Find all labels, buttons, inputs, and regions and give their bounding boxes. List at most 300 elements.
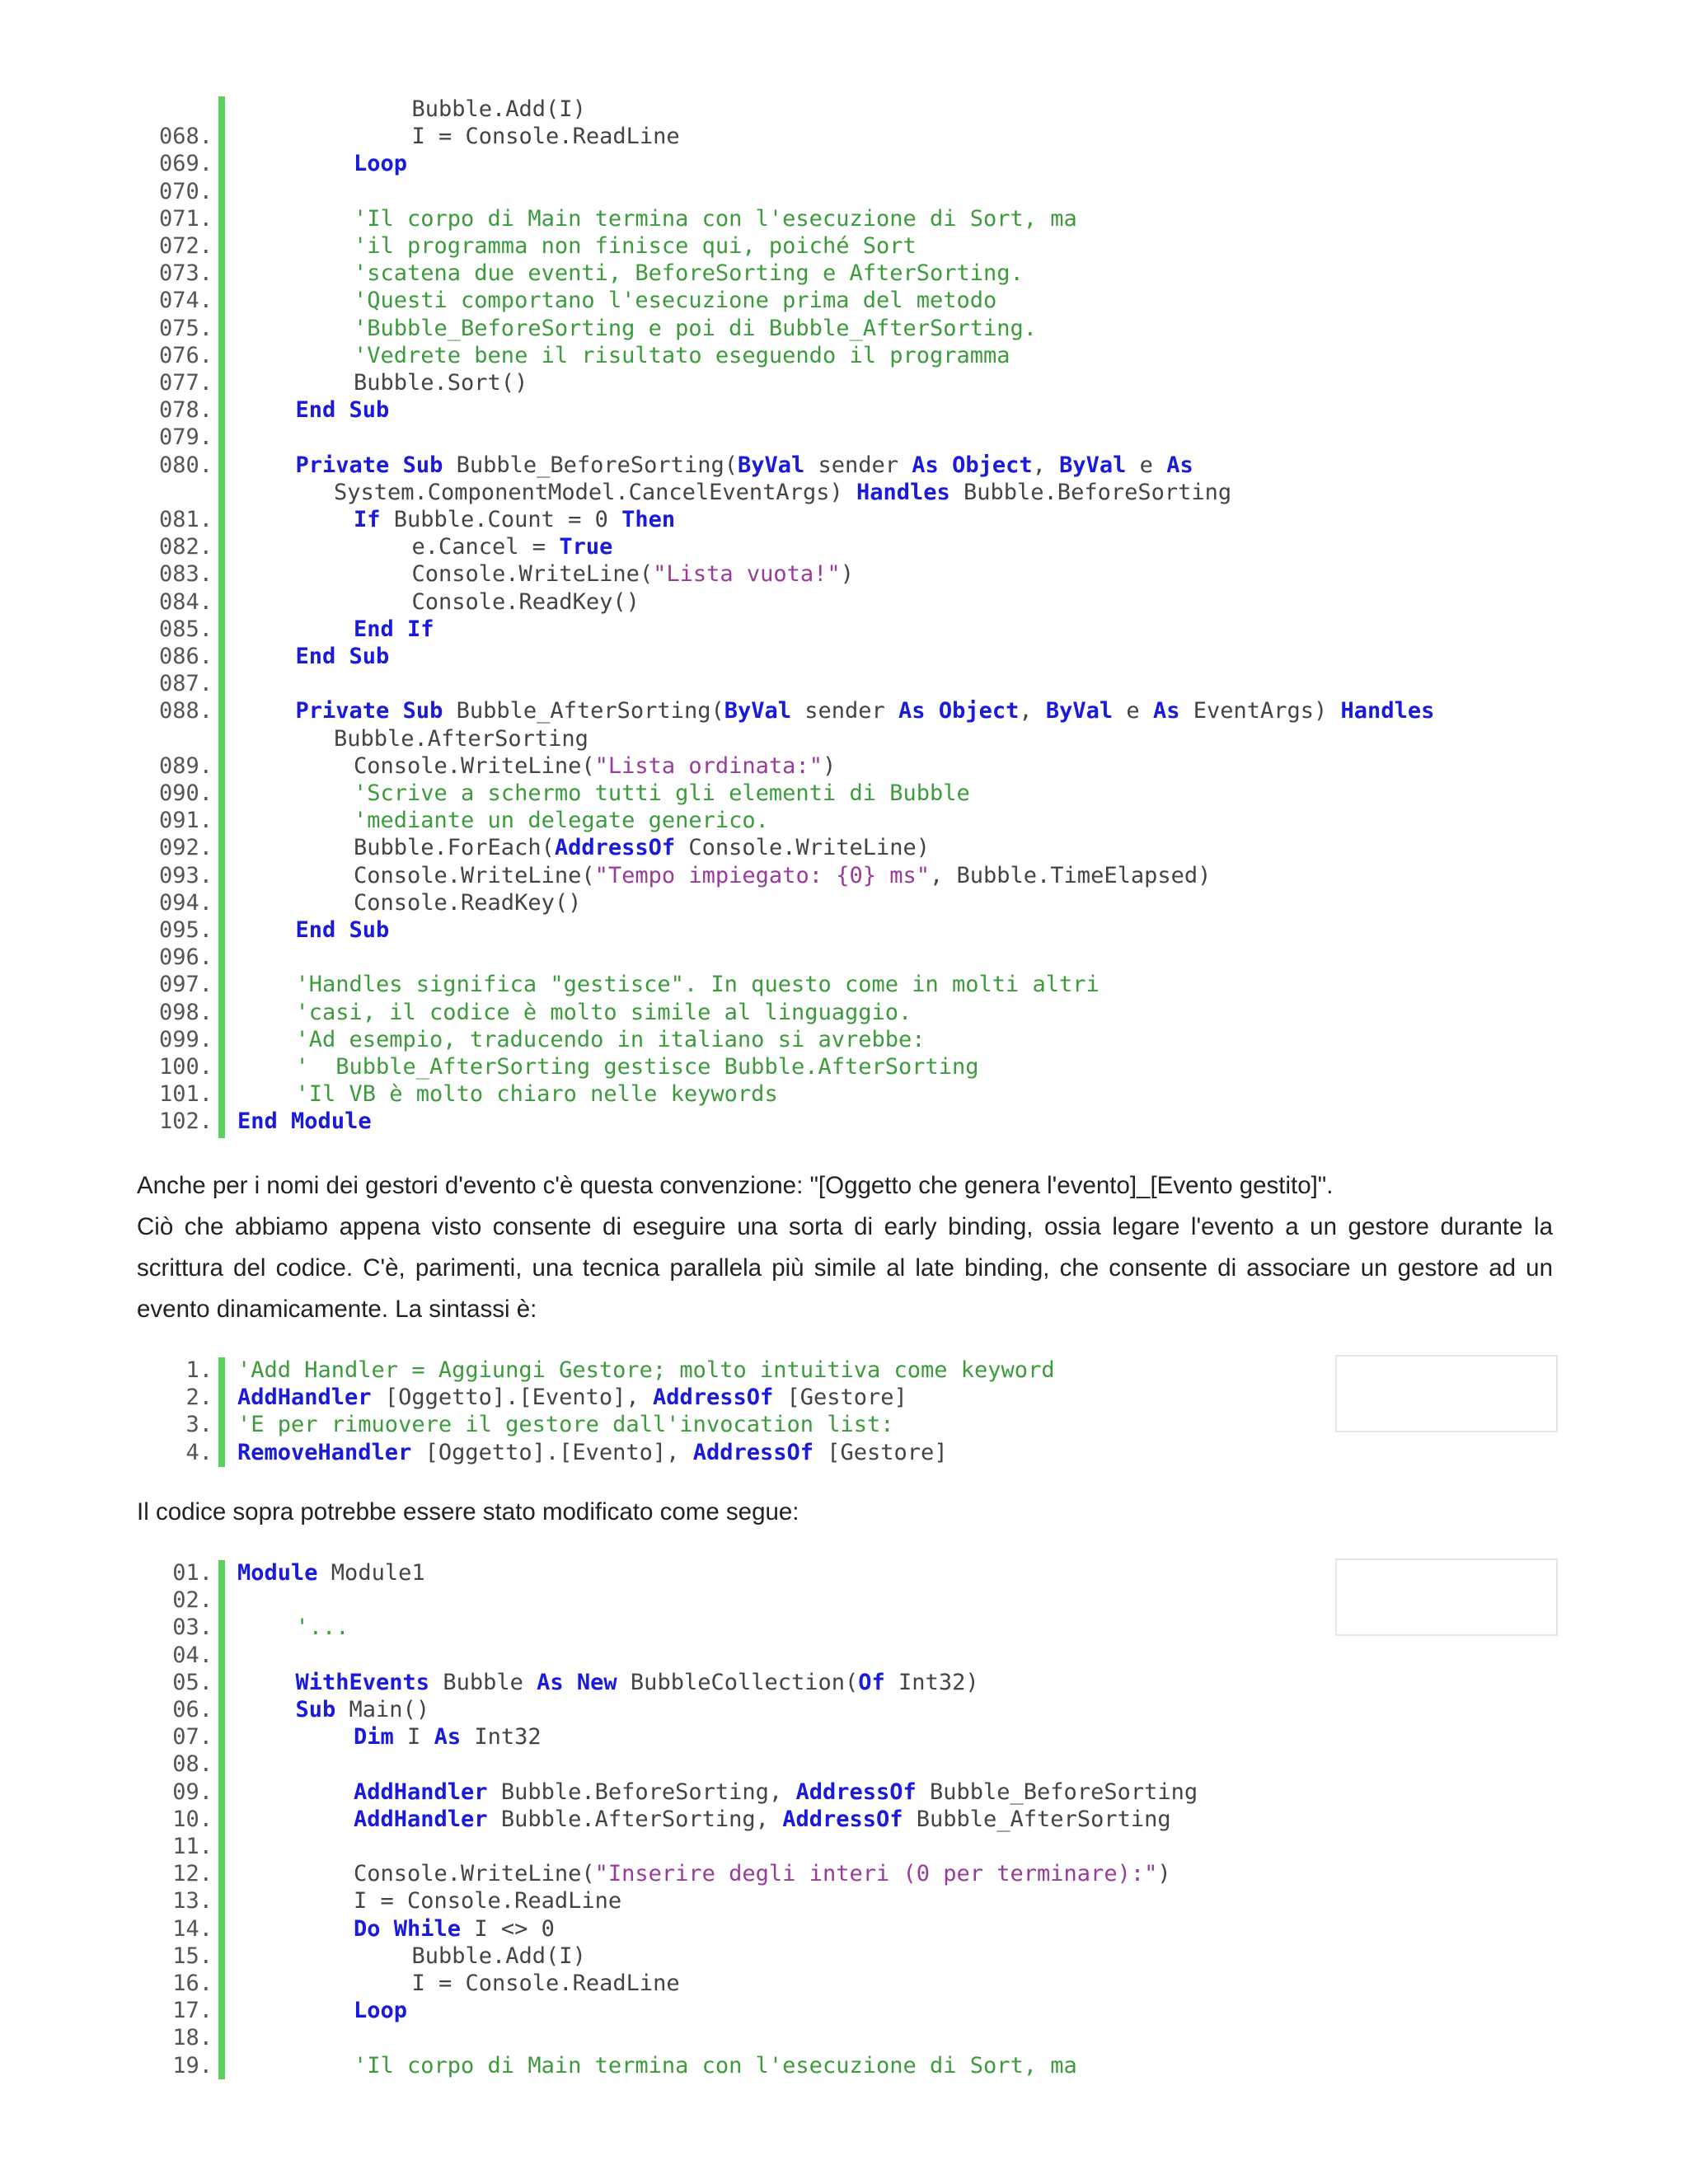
code-token: Console.ReadKey() [354, 889, 582, 916]
code-token [389, 698, 402, 724]
keyword: AddressOf [782, 1806, 903, 1832]
line-number: 069. [158, 151, 213, 177]
keyword: As [912, 452, 939, 478]
code-token: Int32 [461, 1724, 542, 1750]
code-text [296, 452, 1193, 479]
line-number: 096. [158, 944, 213, 971]
code-text [354, 752, 836, 780]
code-line [0, 1806, 1566, 1833]
keyword: Then [621, 507, 676, 532]
code-text [354, 232, 917, 260]
line-number: 088. [158, 698, 213, 724]
code-token: [Gestore] [814, 1439, 948, 1465]
keyword: If [354, 507, 381, 532]
code-token: [Oggetto].[Evento], [411, 1439, 693, 1465]
comment: '... [295, 1615, 349, 1641]
code-line [0, 889, 1566, 916]
code-line [0, 150, 1566, 177]
code-token: Bubble.AfterSorting [334, 725, 588, 752]
code-line [0, 916, 1566, 944]
keyword: Handles [1340, 698, 1435, 724]
code-token: e [1113, 698, 1153, 724]
code-line [0, 2052, 1566, 2079]
keyword: Module [237, 1560, 318, 1586]
code-token: , Bubble.TimeElapsed) [930, 862, 1212, 888]
string-literal: "Tempo impiegato: {0} ms" [594, 862, 930, 888]
line-number: 13. [172, 1888, 213, 1915]
code-text [354, 834, 930, 861]
code-text [237, 1439, 948, 1466]
string-literal: "Lista ordinata:" [594, 752, 823, 779]
code-line [0, 2024, 1566, 2051]
code-token: Int32) [884, 1669, 979, 1695]
code-text [354, 1779, 1198, 1806]
keyword: AddHandler [354, 1806, 488, 1832]
keyword: Loop [354, 151, 408, 177]
code-line [0, 533, 1566, 560]
code-line [0, 1357, 1566, 1384]
code-token: Bubble_AfterSorting( [443, 698, 724, 724]
comment: ' Bubble_AfterSorting gestisce Bubble.AfterSorting [295, 1054, 979, 1080]
code-line [0, 315, 1566, 342]
line-number: 4. [185, 1439, 213, 1465]
code-token: e [1126, 452, 1167, 478]
code-token: Bubble.BeforeSorting [950, 479, 1232, 505]
code-text [296, 916, 390, 944]
code-token [394, 616, 407, 642]
code-token: Main() [335, 1697, 430, 1722]
line-number: 01. [172, 1560, 213, 1586]
code-line [0, 1053, 1566, 1080]
comment: 'scatena due eventi, BeforeSorting e AfterSorting. [354, 260, 1024, 287]
code-line [0, 1411, 1566, 1438]
line-number: 081. [158, 507, 213, 532]
line-number: 101. [158, 1081, 213, 1108]
comment: 'Vedrete bene il risultato eseguendo il programma [354, 342, 1010, 368]
line-number: 070. [158, 178, 213, 204]
code-token [939, 452, 952, 478]
code-token: Bubble.BeforeSorting, [487, 1779, 796, 1805]
code-token: BubbleCollection( [617, 1669, 859, 1695]
line-number: 2. [185, 1385, 213, 1411]
line-number: 086. [158, 644, 213, 669]
code-line [0, 670, 1566, 697]
code-token [926, 698, 939, 724]
keyword: Sub [402, 698, 443, 724]
line-number: 076. [158, 342, 213, 368]
code-text [296, 396, 390, 424]
code-token: Console.WriteLine) [675, 835, 931, 861]
code-text [296, 1053, 979, 1080]
code-text [354, 1997, 407, 2024]
paragraph-text: Ciò che abbiamo appena visto consente di eseguire una sorta di early binding, ossia legare l'evento a un gestore durante la scrittura del codice. C'è, parimenti, una tecnica parallela più simile al late binding, che consente di associare un gestore ad un evento dinamicamente. La sintassi è: [137, 1213, 1553, 1323]
code-line [0, 123, 1566, 150]
line-number: 09. [172, 1779, 213, 1805]
line-number: 100. [158, 1054, 213, 1080]
code-text [354, 1860, 1171, 1887]
keyword: Handles [856, 479, 950, 505]
keyword: End [295, 917, 336, 943]
code-line [0, 1439, 1566, 1466]
code-token: e.Cancel = [411, 534, 560, 560]
line-number: 10. [172, 1806, 213, 1832]
line-number: 08. [172, 1751, 213, 1778]
code-line [0, 862, 1566, 889]
keyword: As [898, 698, 926, 724]
code-line [0, 1614, 1566, 1641]
code-line [0, 479, 1566, 506]
code-token: I <> 0 [461, 1915, 555, 1942]
code-token: [Oggetto].[Evento], [371, 1385, 653, 1411]
comment: 'Questi comportano l'esecuzione prima del metodo [354, 288, 997, 314]
code-token: I = Console.ReadLine [354, 1888, 622, 1915]
code-token [278, 1108, 291, 1134]
code-line [0, 1384, 1566, 1411]
code-text [296, 1696, 430, 1723]
keyword: WithEvents [295, 1669, 430, 1695]
line-number: 090. [158, 780, 213, 806]
line-number: 095. [158, 917, 213, 943]
line-number: 11. [172, 1834, 213, 1859]
comment: 'Bubble_BeforeSorting e poi di Bubble_AfterSorting. [354, 315, 1038, 341]
code-token: ) [840, 561, 854, 588]
code-line [0, 1723, 1566, 1750]
code-line [0, 506, 1566, 533]
code-text [296, 971, 1100, 998]
code-line [0, 96, 1566, 123]
code-text [412, 1970, 680, 1997]
comment: 'Il corpo di Main termina con l'esecuzione di Sort, ma [354, 2052, 1077, 2079]
code-token: Bubble.Sort() [354, 370, 528, 396]
code-text [334, 479, 1231, 506]
code-line [0, 780, 1566, 807]
code-line [0, 1779, 1566, 1806]
line-number: 17. [172, 1998, 213, 2024]
line-number: 092. [158, 835, 213, 861]
code-text [296, 643, 390, 670]
code-text [354, 1887, 621, 1915]
code-token: , [1019, 698, 1046, 724]
code-line [0, 1833, 1566, 1860]
code-token: , [1032, 452, 1060, 478]
paragraph-modified-code [137, 1492, 1553, 1533]
line-number: 073. [158, 260, 213, 287]
line-number: 091. [158, 808, 213, 834]
comment: 'Il VB è molto chiaro nelle keywords [295, 1081, 778, 1108]
keyword: Module [291, 1108, 372, 1135]
keyword: Sub [295, 1697, 336, 1722]
code-line [0, 1559, 1566, 1586]
code-text [296, 999, 912, 1026]
code-text [237, 1559, 425, 1586]
code-text [296, 1614, 349, 1641]
keyword: Do [354, 1915, 381, 1942]
code-token: sender [804, 452, 912, 478]
code-text [354, 1915, 555, 1943]
keyword: ByVal [724, 698, 791, 724]
comment: 'Scrive a schermo tutti gli elementi di Bubble [354, 780, 970, 806]
code-token: Bubble.Count = 0 [380, 507, 622, 532]
line-number: 084. [158, 588, 213, 615]
code-text [354, 889, 581, 916]
comment: 'E per rimuovere il gestore dall'invocation list: [237, 1412, 894, 1438]
code-line [0, 944, 1566, 971]
code-line [0, 205, 1566, 232]
keyword: Private [295, 452, 390, 478]
code-text [354, 342, 1010, 369]
line-number: 080. [158, 452, 213, 478]
code-line [0, 560, 1566, 588]
keyword: Of [858, 1669, 885, 1695]
comment: 'Handles significa "gestisce". In questo come in molti altri [295, 972, 1100, 998]
code-token: Bubble.AfterSorting, [487, 1806, 783, 1832]
keyword: As [1152, 698, 1180, 724]
code-line [0, 752, 1566, 780]
code-line [0, 616, 1566, 643]
code-text [237, 1108, 372, 1135]
line-number: 099. [158, 1026, 213, 1052]
keyword: As [537, 1669, 564, 1695]
keyword: RemoveHandler [237, 1439, 412, 1465]
code-line [0, 1887, 1566, 1915]
keyword: True [559, 534, 613, 560]
code-text [237, 1411, 894, 1438]
code-line [0, 834, 1566, 861]
code-text [354, 260, 1024, 287]
keyword: Object [952, 452, 1033, 478]
code-text [412, 560, 854, 588]
paragraph-naming-convention [137, 1165, 1553, 1207]
code-line [0, 1108, 1566, 1135]
keyword: While [393, 1915, 462, 1942]
code-text [237, 1384, 907, 1411]
code-text [354, 780, 970, 807]
paragraph-text: Il codice sopra potrebbe essere stato modificato come segue: [137, 1498, 799, 1526]
code-line [0, 807, 1566, 834]
code-text [412, 1943, 586, 1970]
code-token [335, 644, 349, 669]
code-line [0, 971, 1566, 998]
code-token [335, 397, 349, 423]
code-text [354, 506, 675, 533]
line-number: 087. [158, 671, 213, 697]
code-token: System.ComponentModel.CancelEventArgs) [334, 479, 856, 505]
line-number: 079. [158, 424, 213, 451]
code-token: [Gestore] [773, 1385, 907, 1411]
code-text [412, 96, 586, 123]
line-number: 02. [172, 1587, 213, 1614]
code-line [0, 452, 1566, 479]
code-text [334, 725, 588, 752]
line-number: 03. [172, 1615, 213, 1641]
code-token [381, 1916, 394, 1942]
line-number: 097. [158, 972, 213, 998]
code-line [0, 643, 1566, 670]
line-number: 102. [158, 1108, 213, 1135]
line-number: 093. [158, 862, 213, 888]
code-text [354, 1723, 542, 1750]
keyword: AddHandler [237, 1385, 372, 1411]
code-text [354, 1806, 1171, 1833]
code-line [0, 1943, 1566, 1970]
code-text [354, 150, 407, 177]
line-number: 07. [172, 1724, 213, 1750]
code-token: sender [791, 698, 899, 724]
code-line [0, 178, 1566, 205]
code-token: Bubble.ForEach( [354, 835, 555, 861]
keyword: End [354, 616, 394, 642]
keyword: Private [295, 698, 390, 724]
code-line [0, 232, 1566, 260]
code-line [0, 1750, 1566, 1778]
line-number: 3. [185, 1412, 213, 1438]
line-number: 072. [158, 233, 213, 259]
code-token: Bubble_BeforeSorting( [443, 452, 738, 478]
line-number: 098. [158, 999, 213, 1025]
code-text [237, 1357, 1055, 1384]
code-line [0, 396, 1566, 424]
code-text [354, 616, 434, 643]
keyword: Loop [354, 1998, 408, 2024]
paragraph-text: Anche per i nomi dei gestori d'evento c'è questa convenzione: "[Oggetto che genera l'evento]_[Evento gestito]". [137, 1172, 1334, 1199]
keyword: Sub [349, 397, 390, 424]
keyword: Sub [402, 452, 443, 478]
line-number: 06. [172, 1697, 213, 1722]
comment: 'Il corpo di Main termina con l'esecuzione di Sort, ma [354, 205, 1077, 232]
line-number: 16. [172, 1971, 213, 1996]
code-token: I [393, 1724, 434, 1750]
code-line [0, 1080, 1566, 1108]
code-token: Console.WriteLine( [411, 561, 654, 588]
code-token: Bubble.Add(I) [411, 1943, 586, 1969]
line-number: 078. [158, 397, 213, 424]
code-token: Bubble.Add(I) [411, 96, 586, 122]
keyword: AddressOf [795, 1779, 917, 1805]
code-text [296, 1080, 778, 1108]
keyword: As [1166, 452, 1193, 478]
keyword: Object [938, 698, 1020, 724]
code-token: Console.ReadKey() [411, 588, 640, 615]
code-token: Bubble_AfterSorting [903, 1806, 1171, 1832]
code-line [0, 424, 1566, 451]
keyword: End [295, 397, 336, 424]
comment: 'Add Handler = Aggiungi Gestore; molto intuitiva come keyword [237, 1357, 1055, 1383]
keyword: ByVal [1059, 452, 1127, 478]
keyword: Sub [349, 917, 390, 943]
paragraph-binding [137, 1207, 1553, 1330]
code-line [0, 588, 1566, 616]
code-token: Bubble_BeforeSorting [916, 1779, 1198, 1805]
code-line [0, 1860, 1566, 1887]
code-token [389, 452, 402, 478]
code-line [0, 260, 1566, 287]
code-line [0, 1669, 1566, 1696]
code-text [354, 862, 1211, 889]
keyword: ByVal [1045, 698, 1114, 724]
keyword: Dim [354, 1724, 394, 1750]
code-token: Console.WriteLine( [354, 1861, 595, 1887]
code-line [0, 287, 1566, 314]
code-text [354, 807, 769, 834]
code-token: Module1 [317, 1560, 425, 1586]
code-token [564, 1670, 577, 1695]
comment: 'casi, il codice è molto simile al linguaggio. [295, 999, 912, 1025]
code-token: Bubble [429, 1669, 537, 1695]
code-token: ) [1157, 1861, 1171, 1887]
line-number: 077. [158, 370, 213, 396]
string-literal: "Lista vuota!" [653, 561, 841, 588]
code-line [0, 342, 1566, 369]
code-token: Console.WriteLine( [354, 862, 595, 888]
keyword: AddressOf [554, 835, 676, 861]
keyword: End [295, 644, 336, 669]
line-number: 071. [158, 205, 213, 232]
keyword: AddHandler [354, 1779, 488, 1805]
code-line [0, 999, 1566, 1026]
code-text [296, 1026, 926, 1053]
code-line [0, 1696, 1566, 1723]
keyword: AddressOf [652, 1385, 774, 1411]
line-number: 05. [172, 1669, 213, 1695]
line-number: 19. [172, 2052, 213, 2079]
line-number: 1. [185, 1357, 213, 1383]
code-line [0, 1586, 1566, 1614]
comment: 'Ad esempio, traducendo in italiano si avrebbe: [295, 1026, 926, 1052]
code-text [354, 315, 1037, 342]
line-number: 085. [158, 616, 213, 642]
string-literal: "Inserire degli interi (0 per terminare):" [594, 1861, 1158, 1887]
code-token: Console.WriteLine( [354, 752, 595, 779]
line-number: 18. [172, 2025, 213, 2051]
code-text [296, 1669, 979, 1696]
keyword: As [434, 1724, 462, 1750]
comment: 'il programma non finisce qui, poiché Sort [354, 233, 917, 259]
line-number: 12. [172, 1861, 213, 1887]
line-number: 15. [172, 1943, 213, 1969]
code-text [354, 369, 528, 396]
code-token: EventArgs) [1179, 698, 1341, 724]
line-number: 075. [158, 315, 213, 341]
code-text [354, 205, 1077, 232]
line-number: 068. [158, 124, 213, 150]
keyword: New [576, 1669, 617, 1695]
line-number: 04. [172, 1642, 213, 1668]
line-number: 089. [158, 752, 213, 779]
keyword: ByVal [737, 452, 805, 478]
code-line [0, 1970, 1566, 1997]
line-number: 083. [158, 561, 213, 588]
code-line [0, 1997, 1566, 2024]
code-token: I = Console.ReadLine [411, 1971, 680, 1996]
code-line [0, 697, 1566, 724]
code-token: ) [822, 752, 837, 779]
keyword: If [407, 616, 434, 642]
code-text [354, 2052, 1077, 2079]
line-number: 074. [158, 288, 213, 314]
code-token: I = Console.ReadLine [411, 124, 680, 150]
keyword: End [237, 1108, 278, 1135]
keyword: Sub [349, 644, 390, 669]
code-line [0, 725, 1566, 752]
code-line [0, 1915, 1566, 1943]
keyword: AddressOf [692, 1439, 814, 1465]
code-text [354, 287, 996, 314]
code-line [0, 369, 1566, 396]
code-text [412, 533, 613, 560]
line-number: 094. [158, 889, 213, 916]
code-line [0, 1026, 1566, 1053]
comment: 'mediante un delegate generico. [354, 808, 769, 834]
